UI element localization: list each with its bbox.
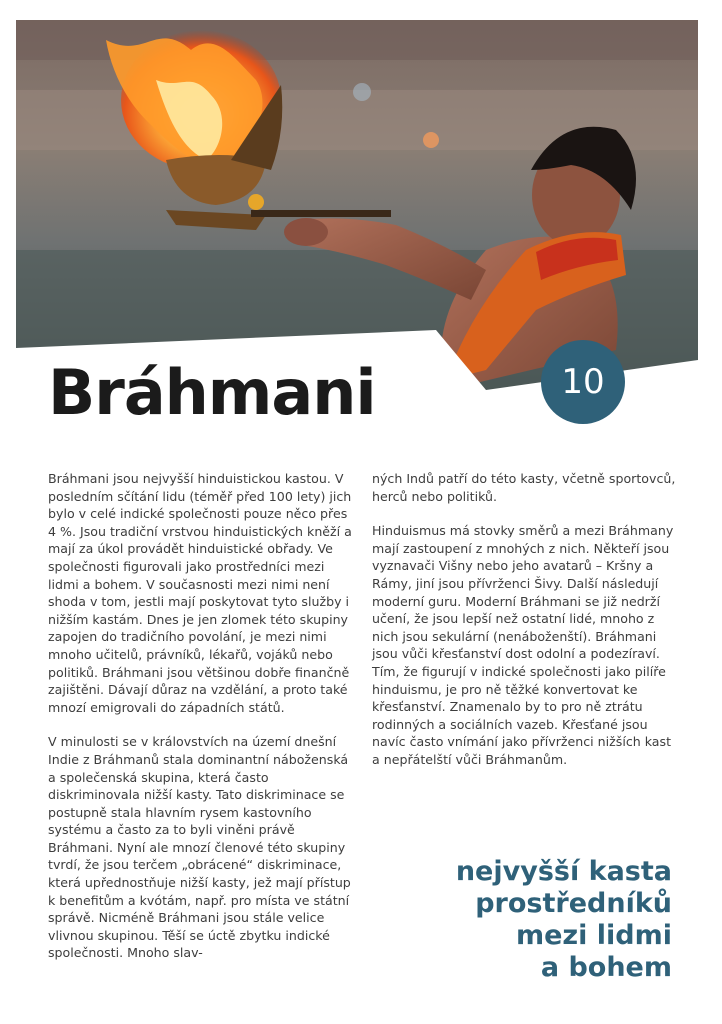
left-column — [48, 470, 354, 979]
paragraph: Bráhmani jsou nejvyšší hinduistickou kastou. V posledním sčítání lidu (téměř před 100 lety) jich bylo v celé indické společnosti pouze něco přes 4 %. Jsou tradiční vrstvou hinduistických kněží a mají za úkol provádět hinduistické obřady. Ve společnosti figurovali jako prostředníci mezi lidmi a bohem. V současnosti mezi nimi není shoda v tom, jestli mají poskytovat tyto služby i nižším kastám. Dnes je jen zlomek této skupiny zapojen do tradičního povolání, je mezi nimi mnoho učitelů, právníků, lékařů, vojáků nebo politiků. Bráhmani jsou většinou dobře finančně zajištěni. Dávají důraz na vzdělání, a proto také mnozí emigrovali do západních států. — [48, 471, 352, 715]
page-title: Bráhmani — [48, 356, 376, 429]
paragraph: V minulosti se v královstvích na území dnešní Indie z Bráhmanů stala dominantní náboženská a společenská skupina, která často diskriminovala nižší kasty. Tato diskriminace se postupně stala hlavním rysem kastovního systému a často za to byli viněni právě Bráhmani. Nyní ale mnozí členové této skupiny tvrdí, že jsou terčem „obrácené“ diskriminace, která upřednostňuje nižší kasty, jež mají přístup k benefitům a kvótám, např. pro místa ve státní správě. Nicméně Bráhmani jsou stále velice vlivnou skupinou. Těší se úctě zbytku indické společnosti. Mnoho slav- — [48, 734, 351, 961]
pull-quote-line: mezi lidmi — [515, 920, 672, 951]
pull-quote — [372, 856, 672, 984]
paragraph: Hinduismus má stovky směrů a mezi Bráhmany mají zastoupení z mnohých z nich. Někteří jsou vyznavači Višny nebo jeho avatarů – Kršny a Rámy, jiní jsou přívrženci Šivy. Další následují moderní guru. Moderní Bráhmani se již nedrží učení, že jsou lepší než ostatní lidé, mnoho z nich jsou sekulární (nenáboženští). Bráhmani jsou vůči křesťanství dost odolní a podezíraví. Tím, že figurují v indické společnosti jako pilíře hinduismu, je pro ně těžké konvertovat ke křesťanství. Znamenalo by to pro ně ztrátu rodinných a sociálních vazeb. Křesťané jsou navíc často vnímání jako přívrženci nižších kast a nepřátelští vůči Bráhmanům. — [372, 523, 674, 767]
paragraph: ných Indů patří do této kasty, včetně sportovců, herců nebo politiků. — [372, 471, 676, 504]
pull-quote-line: a bohem — [540, 952, 672, 983]
brahmin-aarti-photo — [16, 20, 698, 390]
pull-quote-line: nejvyšší kasta — [455, 856, 672, 887]
page-number: 10 — [561, 362, 605, 402]
pull-quote-line: prostředníků — [475, 888, 672, 919]
page-number-badge — [541, 340, 625, 424]
photo-illustration — [16, 20, 698, 390]
right-column — [372, 470, 678, 786]
